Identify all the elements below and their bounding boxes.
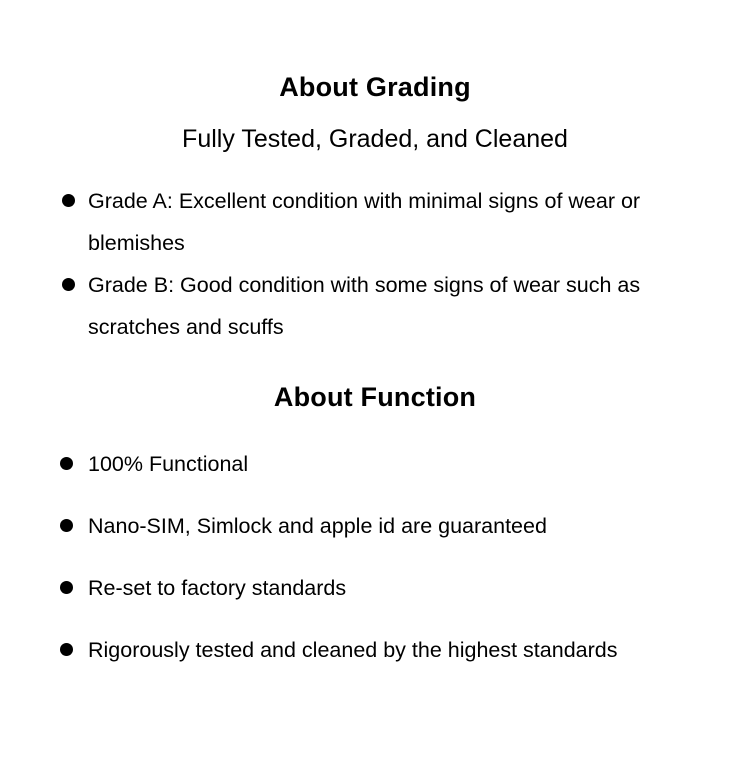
bullet-dot-icon xyxy=(60,643,73,656)
list-item xyxy=(62,180,680,264)
list-item xyxy=(60,505,680,547)
function-bullet-list xyxy=(0,443,750,671)
list-item xyxy=(60,629,680,671)
list-item-label: 100% Functional xyxy=(88,452,249,477)
list-item-label: Grade A: Excellent condition with minimal signs of wear or blemishes xyxy=(88,189,641,256)
page-title-about-function: About Function xyxy=(273,382,477,413)
grading-bullet-list xyxy=(0,180,750,348)
bullet-dot-icon xyxy=(60,581,73,594)
list-item xyxy=(62,264,680,348)
list-item xyxy=(60,443,680,485)
bullet-dot-icon xyxy=(60,519,73,532)
list-item-label: Nano-SIM, Simlock and apple id are guaranteed xyxy=(88,514,547,539)
list-item xyxy=(60,567,680,609)
bullet-dot-icon xyxy=(62,194,75,207)
list-item-label: Re-set to factory standards xyxy=(88,576,347,601)
grading-subtitle: Fully Tested, Graded, and Cleaned xyxy=(182,125,568,154)
page-title-about-grading: About Grading xyxy=(279,72,471,103)
info-page xyxy=(0,18,750,768)
list-item-label: Grade B: Good condition with some signs of wear such as scratches and scuffs xyxy=(88,273,641,340)
list-item-label: Rigorously tested and cleaned by the highest standards xyxy=(88,638,618,663)
bullet-dot-icon xyxy=(60,457,73,470)
bullet-dot-icon xyxy=(62,278,75,291)
